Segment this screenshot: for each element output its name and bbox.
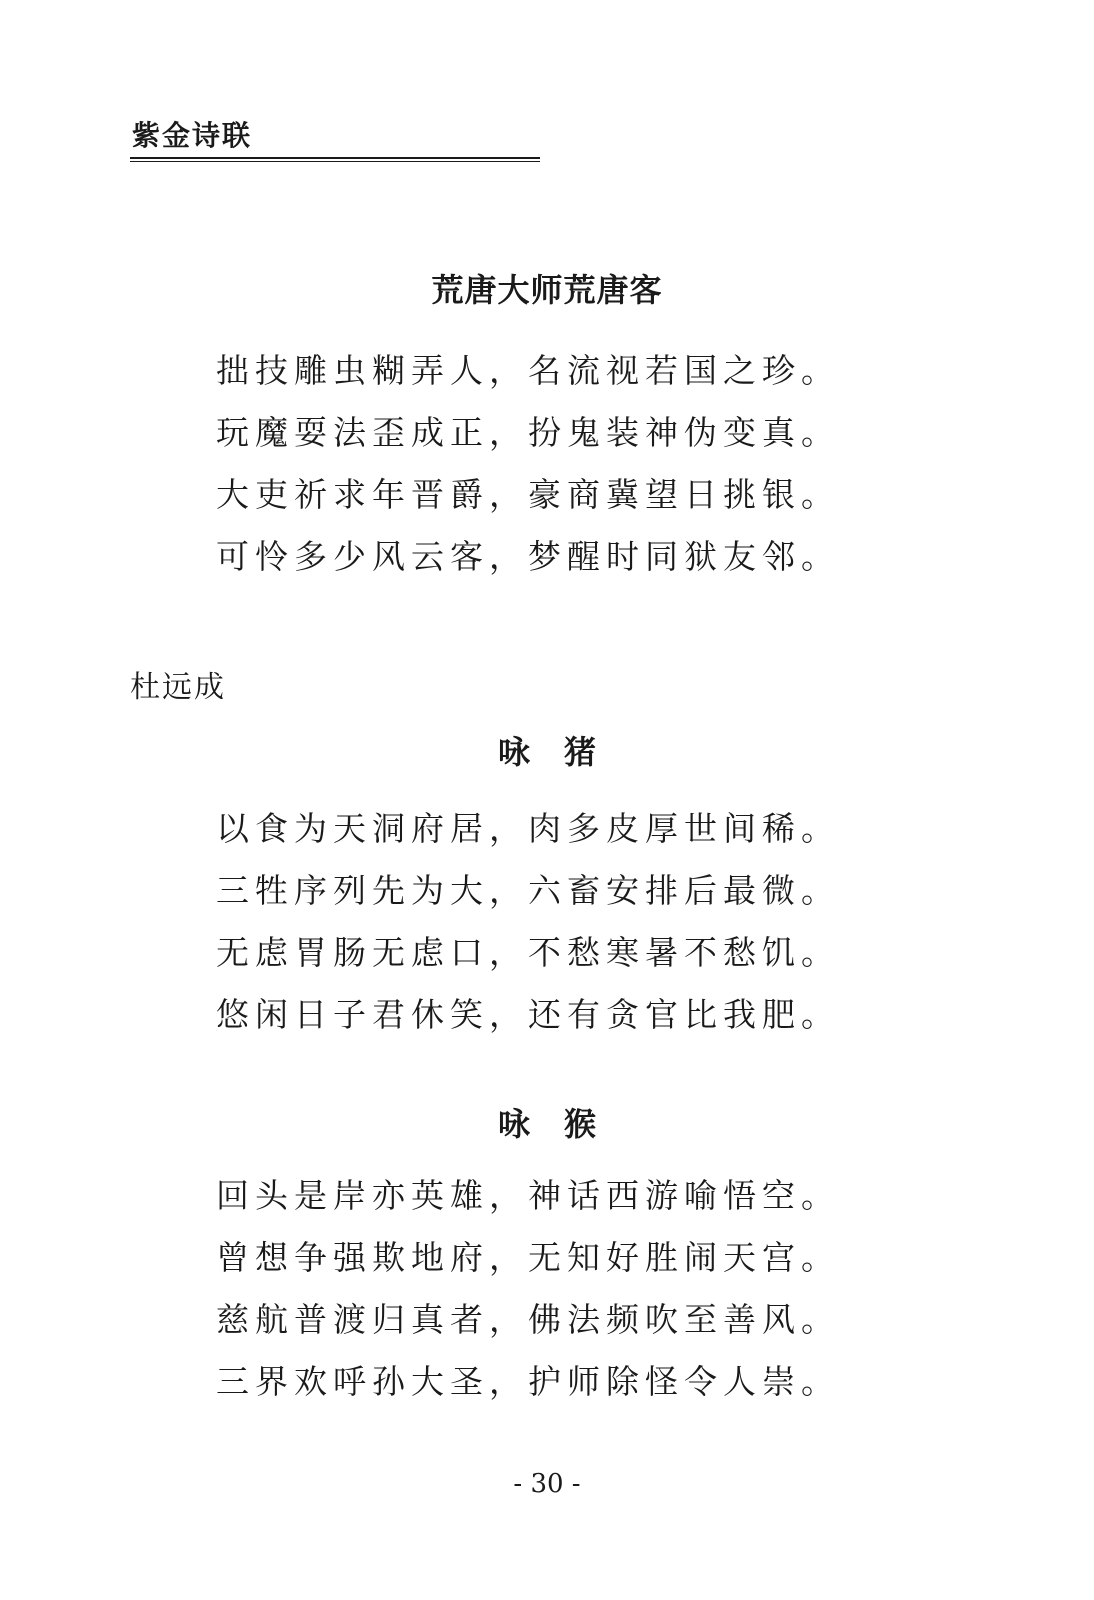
header-rule xyxy=(130,157,540,159)
poem-line: 可怜多少风云客，梦醒时同狱友邻。 xyxy=(216,537,840,576)
poem-line: 拙技雕虫糊弄人，名流视若国之珍。 xyxy=(216,351,840,390)
poem-line: 无虑胃肠无虑口，不愁寒暑不愁饥。 xyxy=(216,933,840,972)
poem-line: 曾想争强欺地府，无知好胜闹天宫。 xyxy=(216,1238,840,1277)
poem-body xyxy=(216,340,840,588)
poem-title: 荒唐大师荒唐客 xyxy=(431,271,663,309)
poem-line: 三牲序列先为大，六畜安排后最微。 xyxy=(216,871,840,910)
poem-title: 咏猴 xyxy=(497,1105,630,1143)
poem-body xyxy=(216,1165,840,1413)
poem-line: 大吏祈求年晋爵，豪商冀望日挑银。 xyxy=(216,475,840,514)
poem-line: 悠闲日子君休笑，还有贪官比我肥。 xyxy=(216,995,840,1034)
header-rule-thin xyxy=(130,161,540,162)
page-number: - 30 - xyxy=(513,1469,581,1499)
poem-line: 玩魔耍法歪成正，扮鬼装神伪变真。 xyxy=(216,413,840,452)
poem-line: 回头是岸亦英雄，神话西游喻悟空。 xyxy=(216,1176,840,1215)
poem-body xyxy=(216,798,840,1046)
poem-line: 慈航普渡归真者，佛法频吹至善风。 xyxy=(216,1300,840,1339)
poem-line: 以食为天洞府居，肉多皮厚世间稀。 xyxy=(216,809,840,848)
poem-line: 三界欢呼孙大圣，护师除怪令人崇。 xyxy=(216,1362,840,1401)
header-title: 紫金诗联 xyxy=(132,119,253,152)
author-name: 杜远成 xyxy=(130,670,226,705)
running-header xyxy=(130,116,540,162)
poem-title: 咏猪 xyxy=(497,733,630,771)
